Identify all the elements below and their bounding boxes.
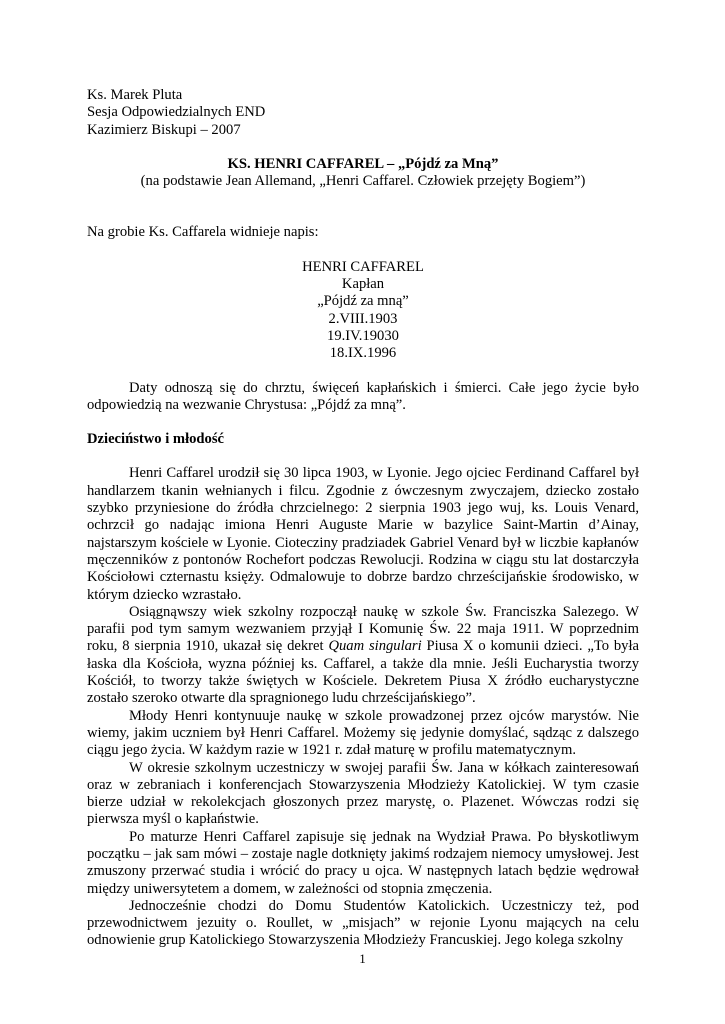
paragraph: Po maturze Henri Caffarel zapisuje się jednak na Wydział Prawa. Po błyskotliwym początku – jak sam mówi – zostaje nagle dotknięty jakimś rodzajem niemocy umysłowej. Jest zmuszony przerwać studia i wrócić do pracy u ojca. W następnych latach będzie wędrował między uniwersytetem a domem, w zależności od stopnia zmęczenia. [87, 828, 639, 897]
document-title: KS. HENRI CAFFAREL – „Pójdź za Mną” [227, 155, 499, 172]
inscription-line: 18.IX.1996 [329, 345, 397, 362]
inscription-line: HENRI CAFFAREL [302, 258, 424, 275]
paragraph-dates: Daty odnoszą się do chrztu, święceń kapłańskich i śmierci. Całe jego życie było odpowiedzią na wezwanie Chrystusa: „Pójdź za mną”. [87, 379, 639, 413]
paragraph: Henri Caffarel urodził się 30 lipca 1903, w Lyonie. Jego ojciec Ferdinand Caffarel był handlarzem tkanin wełnianych i filcu. Zgodnie z ówczesnym zwyczajem, dziecko zostało szybko przyniesione do źródła chrzcielnego: 2 sierpnia 1903 jego wuj, ks. Louis Venard, ochrzcił go nadając imiona Henri Auguste Marie w bazylice Saint-Martin d’Ainay, najstarszym kościele w Lyonie. Ciotecziny pradziadek Gabriel Venard był w liczbie kapłanów męczenników z pontonów Rochefort podczas Rewolucji. Rodzina w ciągu stu lat dostarczyła Kościołowi czternastu księży. Odmalowuje to dobrze bardzo chrześcijańskie środowisko, w którym dziecko wzrastało. [87, 465, 639, 603]
paragraph: Młody Henri kontynuuje naukę w szkole prowadzonej przez ojców marystów. Nie wiemy, jakim uczniem był Henri Caffarel. Możemy się jedynie domyślać, sądząc z dalszego ciągu jego życia. W każdym razie w 1921 r. zdał maturę w profilu matematycznym. [87, 707, 639, 759]
paragraph-text: Piusa X o komunii dzieci. „To była łaska dla Kościoła, wyzna później ks. Caffarel, a także dla mnie. Jeśli Eucharystia tworzy Kościół, to tworzy także świętych w Kościele. Dekretem Piusa X źródło eucharystyczne zostało szeroko otwarte dla spragnionego ludu chrześcijańskiego”. [87, 638, 640, 707]
decree-title: Quam singulari [328, 638, 422, 655]
place-date-line: Kazimierz Biskupi – 2007 [87, 121, 241, 138]
paragraph: W okresie szkolnym uczestniczy w swojej parafii Św. Jana w kółkach zainteresowań oraz w zebraniach i konferencjach Stowarzyszenia Młodzieży Katolickiej. W tym czasie bierze udział w rekolekcjach głoszonych przez marystę, o. Plazenet. Wówczas rodzi się pierwsza myśl o kapłaństwie. [87, 759, 639, 828]
section-heading: Dzieciństwo i młodość [87, 431, 225, 448]
page-number: 1 [359, 951, 366, 966]
grave-inscription [87, 259, 639, 363]
inscription-line: Kapłan [341, 276, 385, 293]
author-line: Ks. Marek Pluta [87, 87, 183, 103]
inscription-line: 2.VIII.1903 [328, 310, 398, 327]
document-subtitle: (na podstawie Jean Allemand, „Henri Caffarel. Człowiek przejęty Bogiem”) [140, 173, 586, 190]
inscription-line: 19.IV.19030 [327, 327, 399, 344]
intro-line: Na grobie Ks. Caffarela widnieje napis: [87, 224, 319, 241]
paragraph-text: Osiągnąwszy wiek szkolny rozpoczął naukę w szkole Św. Franciszka Salezego. W parafii pod tym samym wezwaniem przyjął I Komunię Św. 22 maja 1911. W poprzednim roku, 8 sierpnia 1910, ukazał się dekret [87, 603, 639, 655]
paragraph [87, 604, 639, 708]
session-line: Sesja Odpowiedzialnych END [87, 104, 266, 121]
document-body [87, 87, 639, 950]
inscription-line: „Pójdź za mną” [317, 293, 409, 310]
paragraph: Jednocześnie chodzi do Domu Studentów Katolickich. Uczestniczy też, pod przewodnictwem jezuity o. Roullet, w „misjach” w rejonie Lyonu mających na celu odnowienie grup Katolickiego Stowarzyszenia Młodzieży Francuskiej. Jego kolega szkolny [87, 897, 639, 949]
